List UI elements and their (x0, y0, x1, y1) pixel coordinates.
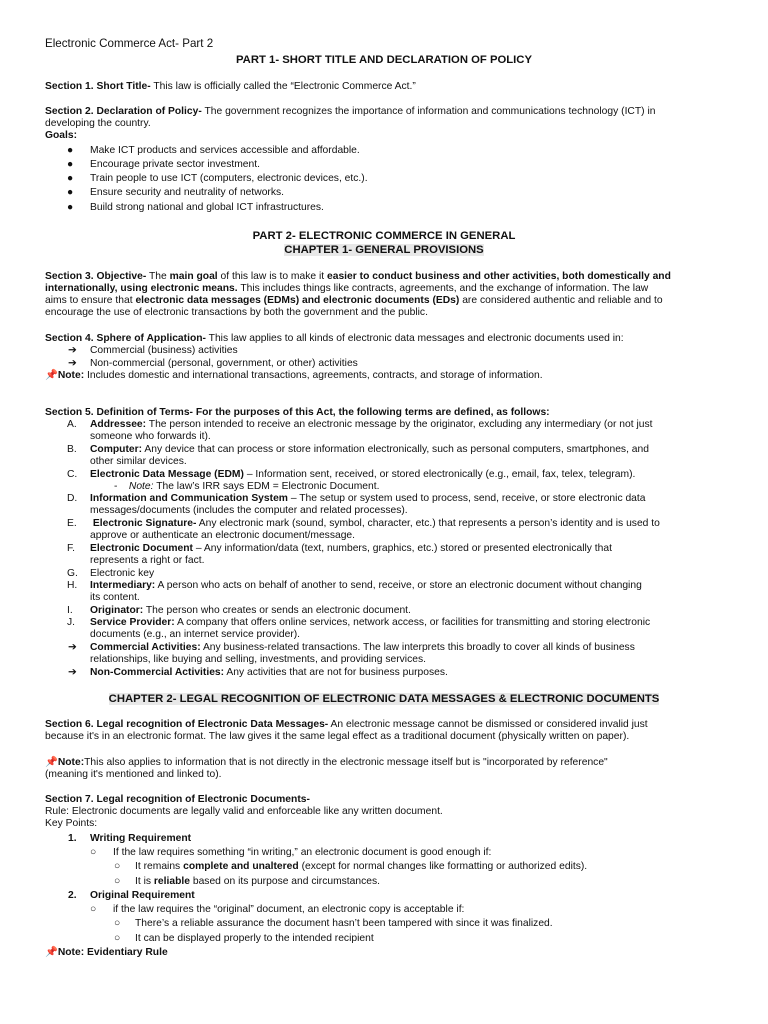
part2-heading: PART 2- ELECTRONIC COMMERCE IN GENERAL (252, 230, 516, 242)
def-text: Any device that can process or store information electronically, such as personal computers, smartphones, and (144, 444, 649, 455)
dash: - (114, 481, 118, 492)
section-6-note-cont: (meaning it's mentioned and linked to). (45, 769, 222, 780)
text: of this law is to make it (220, 271, 325, 282)
def-text: The person who creates or sends an electronic document. (145, 605, 411, 616)
def-text: Any activities that are not for business purposes. (226, 667, 448, 678)
def-text: Any business-related transactions. The law interprets this broadly to cover all kinds of business (202, 642, 635, 653)
section-4-text: This law applies to all kinds of electronic data messages and electronic documents used in: (208, 333, 624, 344)
bullet-icon: ● (67, 173, 74, 184)
pushpin-icon: 📌 (45, 947, 58, 958)
text: The (148, 271, 167, 282)
def-term: Intermediary: (90, 580, 156, 591)
def-item (90, 444, 649, 457)
def-text: other similar devices. (90, 456, 187, 467)
def-text: represents a right or fact. (90, 555, 205, 566)
evidentiary-note (45, 947, 168, 960)
writing-requirement-title: Writing Requirement (90, 833, 192, 844)
list-number: 2. (68, 890, 77, 901)
section-7-label: Section 7. Legal recognition of Electronic Documents- (45, 794, 310, 805)
def-text: A person who acts on behalf of another to send, receive, or store an electronic document without changing (157, 580, 642, 591)
text: It remains (135, 861, 181, 872)
chapter2-heading-wrap (0, 693, 768, 706)
section-2-text: The government recognizes the importance of information and communications technology (ICT) in (204, 106, 656, 117)
def-letter: B. (67, 444, 77, 455)
def-item (90, 493, 646, 506)
def-letter: C. (67, 469, 78, 480)
def-item (90, 617, 650, 630)
def-letter: D. (67, 493, 78, 504)
def-text: someone who forwards it). (90, 431, 211, 442)
chapter2-heading: CHAPTER 2- LEGAL RECOGNITION OF ELECTRONIC DATA MESSAGES & ELECTRONIC DOCUMENTS (108, 693, 660, 705)
text: It is (135, 876, 152, 887)
note-text: This also applies to information that is not directly in the electronic message itself but is "incorporated by reference" (84, 757, 608, 768)
def-text: messages/documents (includes the computer and related processes). (90, 505, 408, 516)
def-item (90, 469, 635, 482)
original-requirement-title: Original Requirement (90, 890, 195, 901)
def-term: Addressee: (90, 419, 147, 430)
text-bold: complete and unaltered (183, 861, 299, 872)
key-points-label: Key Points: (45, 818, 98, 829)
section-6-text: An electronic message cannot be dismissed or considered invalid just (330, 719, 648, 730)
section-2-label: Section 2. Declaration of Policy- (45, 106, 202, 117)
def-text: A company that offers online services, network access, or facilities for transmitting and storing electronic (177, 617, 651, 628)
section-3-line3 (45, 295, 663, 308)
pushpin-icon: 📌 (45, 370, 58, 381)
arrow-icon: ➔ (68, 345, 77, 356)
text-bold: reliable (153, 876, 190, 887)
section-6-label: Section 6. Legal recognition of Electronic Data Messages- (45, 719, 329, 730)
def-item (90, 580, 642, 593)
def-letter: G. (67, 568, 78, 579)
arrow-icon: ➔ (68, 642, 77, 653)
list-item: Ensure security and neutrality of networks. (90, 187, 285, 198)
def-text: relationships, like buying and selling, investments, and providing services. (90, 654, 426, 665)
text-bold: main goal (169, 271, 218, 282)
circle-bullet-icon: ○ (114, 876, 121, 887)
def-term: Electronic Document (90, 543, 193, 554)
note-label: Note: (57, 370, 85, 381)
section-1 (45, 81, 416, 94)
note-text: The law’s IRR says EDM = Electronic Document. (156, 481, 380, 492)
def-letter: A. (67, 419, 77, 430)
list-item: Train people to use ICT (computers, electronic devices, etc.). (90, 173, 368, 184)
note-text: Includes domestic and international transactions, agreements, contracts, and storage of information. (87, 370, 543, 381)
text-bold: internationally, using electronic means. (45, 283, 238, 294)
def-term: Commercial Activities: (90, 642, 201, 653)
def-item (90, 419, 652, 432)
sub-item (135, 861, 587, 874)
circle-bullet-icon: ○ (90, 904, 97, 915)
text: This includes things like contracts, agreements, and the exchange of information. The law (240, 283, 649, 294)
section-6 (45, 719, 648, 732)
document-title: Electronic Commerce Act- Part 2 (45, 37, 214, 50)
note-label: Note: Evidentiary Rule (57, 947, 168, 958)
section-3-line1 (45, 271, 671, 284)
note-label: Note: (128, 481, 154, 492)
def-text: Electronic key (90, 568, 155, 579)
text: aims to ensure that (45, 295, 133, 306)
section-6-note (45, 757, 608, 770)
bullet-icon: ● (67, 202, 74, 213)
original-requirement-text: if the law requires the “original” document, an electronic copy is acceptable if: (113, 904, 465, 915)
sub-item: There’s a reliable assurance the document hasn’t been tampered with since it was finalized. (135, 918, 553, 929)
def-text: – The setup or system used to process, send, receive, or store electronic data (290, 493, 646, 504)
def-item (90, 642, 635, 655)
bullet-icon: ● (67, 187, 74, 198)
def-item (90, 605, 411, 618)
def-subnote (114, 481, 379, 494)
sub-item (135, 876, 380, 889)
section-5-label: Section 5. Definition of Terms- For the purposes of this Act, the following terms are defined, as follows: (45, 407, 550, 418)
def-letter: J. (67, 617, 76, 628)
def-item (90, 667, 448, 680)
list-item: Build strong national and global ICT infrastructures. (90, 202, 324, 213)
section-3-label: Section 3. Objective- (45, 271, 147, 282)
bullet-icon: ● (67, 159, 74, 170)
section-2-cont: developing the country. (45, 118, 151, 129)
section-4-label: Section 4. Sphere of Application- (45, 333, 206, 344)
def-term: Computer: (90, 444, 143, 455)
section-2 (45, 106, 655, 119)
def-letter: E. (67, 518, 77, 529)
pushpin-icon: 📌 (45, 757, 58, 768)
list-item: Commercial (business) activities (90, 345, 238, 356)
def-letter: I. (67, 605, 73, 616)
section-4 (45, 333, 624, 346)
section-4-note (45, 370, 543, 383)
text-bold: easier to conduct business and other activities, both domestically and (327, 271, 671, 282)
list-item: Non-commercial (personal, government, or other) activities (90, 358, 358, 369)
bullet-icon: ● (67, 145, 74, 156)
circle-bullet-icon: ○ (114, 933, 121, 944)
def-text: documents (e.g., an internet service provider). (90, 629, 301, 640)
text-bold: electronic data messages (EDMs) and electronic documents (EDs) (135, 295, 460, 306)
def-text: Any electronic mark (sound, symbol, character, etc.) that represents a person’s identity and is used to (198, 518, 660, 529)
def-term: Non-Commercial Activities: (90, 667, 225, 678)
arrow-icon: ➔ (68, 667, 77, 678)
section-3-line4: encourage the use of electronic transactions by both the government and the public. (45, 307, 428, 318)
section-1-label: Section 1. Short Title- (45, 81, 151, 92)
def-text: – Any information/data (text, numbers, graphics, etc.) stored or presented electronically that (195, 543, 612, 554)
note-label: Note: (57, 757, 85, 768)
def-term: Electronic Data Message (EDM) (90, 469, 244, 480)
text: based on its purpose and circumstances. (192, 876, 381, 887)
def-text: approve or authenticate an electronic document/message. (90, 530, 356, 541)
goals-label: Goals: (45, 130, 78, 141)
circle-bullet-icon: ○ (114, 861, 121, 872)
def-text: The person intended to receive an electronic message by the originator, excluding any intermediary (or not just (148, 419, 653, 430)
circle-bullet-icon: ○ (90, 847, 97, 858)
section-1-text: This law is officially called the “Electronic Commerce Act.” (153, 81, 416, 92)
writing-requirement-text: If the law requires something “in writing,” an electronic document is good enough if: (113, 847, 492, 858)
def-item (90, 543, 612, 556)
def-term: Electronic Signature- (92, 518, 197, 529)
def-text: its content. (90, 592, 140, 603)
sub-item: It can be displayed properly to the intended recipient (135, 933, 374, 944)
def-letter: H. (67, 580, 78, 591)
def-text: – Information sent, received, or stored electronically (e.g., email, fax, telex, telegram). (246, 469, 636, 480)
section-6-cont: because it's in an electronic format. The law gives it the same legal effect as a traditional document (physically written on paper). (45, 731, 630, 742)
section-7-rule: Rule: Electronic documents are legally valid and enforceable like any written document. (45, 806, 443, 817)
chapter1-heading: CHAPTER 1- GENERAL PROVISIONS (284, 244, 484, 256)
list-item: Encourage private sector investment. (90, 159, 260, 170)
def-letter: F. (67, 543, 76, 554)
section-3-line2 (45, 283, 648, 296)
text: (except for normal changes like formatting or authorized edits). (301, 861, 588, 872)
text: are considered authentic and reliable and to (462, 295, 663, 306)
part1-heading: PART 1- SHORT TITLE AND DECLARATION OF POLICY (235, 54, 532, 66)
def-term: Information and Communication System (90, 493, 288, 504)
def-item (90, 518, 660, 531)
arrow-icon: ➔ (68, 358, 77, 369)
def-term: Originator: (90, 605, 144, 616)
def-term: Service Provider: (90, 617, 175, 628)
circle-bullet-icon: ○ (114, 918, 121, 929)
chapter1-heading-wrap (0, 244, 768, 257)
list-number: 1. (68, 833, 77, 844)
list-item: Make ICT products and services accessible and affordable. (90, 145, 360, 156)
